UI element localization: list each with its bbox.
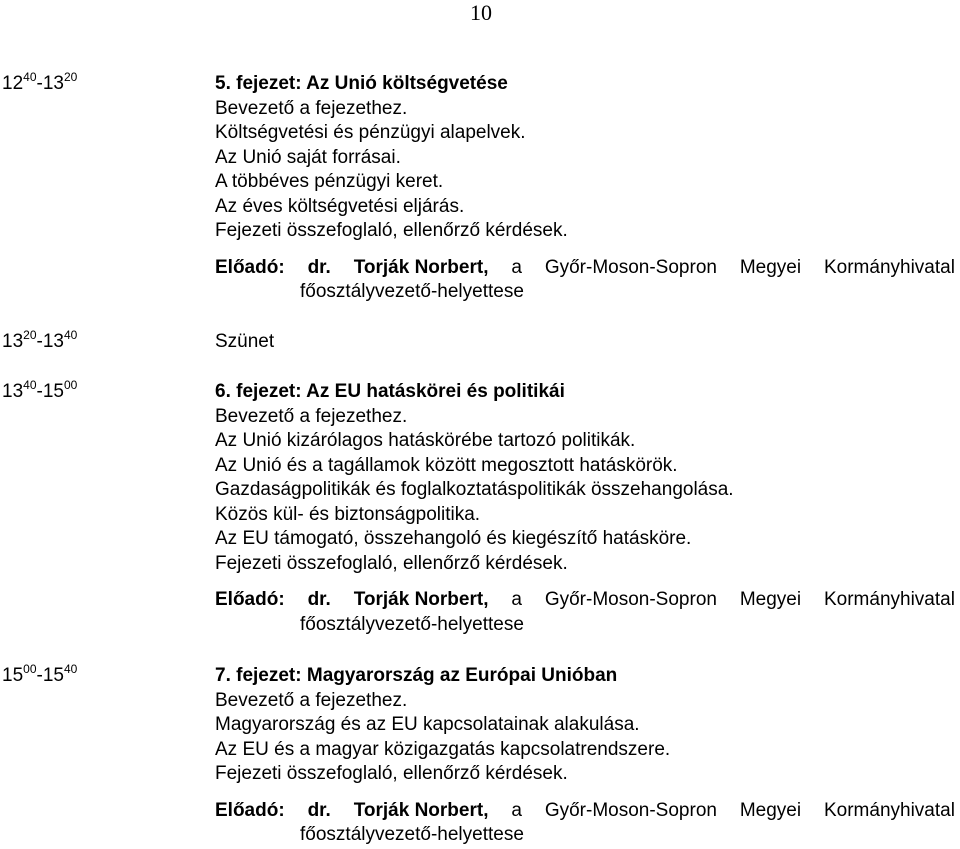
- end-minute: 00: [63, 378, 78, 392]
- lecturer-word: Kormányhivatal: [823, 799, 955, 821]
- lecturer-word: Megyei: [739, 799, 802, 821]
- session-time: $15^{00}-15^{40}$: [2, 662, 78, 686]
- lecturer-word: a: [511, 256, 522, 278]
- session-item: Az Unió és a tagállamok között megosztott hatáskörök.: [215, 454, 678, 476]
- lecturer-word: Győr-Moson-Sopron: [544, 589, 717, 610]
- lecturer: [215, 588, 955, 637]
- session-item: Gazdaságpolitikák és foglalkoztatáspolitikák összehangolása.: [215, 479, 734, 500]
- start-minute: 00: [23, 662, 37, 676]
- session-time: $12^{40}-13^{20}$: [2, 70, 78, 94]
- lecturer-label: Előadó:: [215, 589, 285, 610]
- session-item: Fejezeti összefoglaló, ellenőrző kérdések.: [215, 763, 568, 784]
- start-minute: 40: [23, 70, 37, 84]
- lecturer-word: a: [511, 799, 522, 821]
- lecturer-title: dr.: [307, 589, 331, 610]
- end-minute: 40: [63, 328, 78, 342]
- start-hour: 13: [2, 331, 24, 352]
- session-item: Bevezető a fejezethez.: [215, 689, 408, 711]
- session-item: Az EU és a magyar közigazgatás kapcsolatrendszere.: [215, 738, 671, 760]
- lecturer-role: főosztályvezető-helyettese: [300, 613, 524, 635]
- end-hour: 15: [42, 665, 64, 686]
- session-item: Az EU támogató, összehangoló és kiegészítő hatásköre.: [215, 528, 692, 549]
- session-time: $13^{20}-13^{40}$: [2, 328, 78, 352]
- end-hour: 15: [42, 381, 64, 402]
- session-block: [215, 664, 955, 848]
- lecturer-word: Kormányhivatal: [823, 256, 955, 278]
- start-hour: 13: [2, 381, 24, 402]
- lecturer-name: Torják Norbert,: [353, 256, 489, 278]
- session-item: Költségvetési és pénzügyi alapelvek.: [215, 122, 526, 143]
- session-item: Közös kül- és biztonságpolitika.: [215, 503, 481, 525]
- session-title: 7. fejezet: Magyarország az Európai Unióban: [215, 665, 618, 686]
- lecturer-word: Megyei: [739, 256, 802, 278]
- lecturer-role: főosztályvezető-helyettese: [300, 281, 524, 302]
- start-hour: 12: [2, 73, 24, 94]
- lecturer-title: dr.: [307, 256, 331, 278]
- start-minute: 20: [23, 328, 37, 342]
- session-title: 6. fejezet: Az EU hatáskörei és politikái: [215, 381, 565, 402]
- session-block: [215, 380, 955, 637]
- session-item: Az Unió saját forrásai.: [215, 146, 401, 168]
- session-time: $13^{40}-15^{00}$: [2, 378, 78, 402]
- session-item: Bevezető a fejezethez.: [215, 405, 408, 427]
- session-item: Fejezeti összefoglaló, ellenőrző kérdések.: [215, 220, 568, 241]
- lecturer-word: Győr-Moson-Sopron: [544, 799, 717, 821]
- lecturer-label: Előadó:: [215, 799, 285, 821]
- page-number: 10: [470, 0, 492, 25]
- lecturer-word: Megyei: [739, 589, 802, 610]
- lecturer-title: dr.: [307, 799, 331, 821]
- lecturer-word: Kormányhivatal: [823, 589, 955, 610]
- lecturer: [215, 256, 955, 305]
- end-minute: 20: [63, 70, 78, 84]
- session-item: Bevezető a fejezethez.: [215, 97, 408, 119]
- end-minute: 40: [63, 662, 78, 676]
- lecturer-word: a: [511, 589, 522, 610]
- lecturer-name: Torják Norbert,: [353, 589, 489, 610]
- session-item: Az éves költségvetési eljárás.: [215, 195, 465, 217]
- start-minute: 40: [23, 378, 37, 392]
- session-item: Magyarország és az EU kapcsolatainak alakulása.: [215, 714, 640, 735]
- lecturer-label: Előadó:: [215, 256, 285, 278]
- lecturer-role: főosztályvezető-helyettese: [300, 824, 524, 845]
- break-title: Szünet: [215, 331, 275, 352]
- session-item: A többéves pénzügyi keret.: [215, 171, 444, 192]
- start-hour: 15: [2, 665, 24, 686]
- session-title: 5. fejezet: Az Unió költségvetése: [215, 73, 508, 94]
- session-block: [215, 330, 955, 355]
- end-hour: 13: [42, 331, 64, 352]
- session-block: [215, 72, 955, 305]
- lecturer: [215, 799, 955, 848]
- lecturer-word: Győr-Moson-Sopron: [544, 256, 717, 278]
- session-item: Az Unió kizárólagos hatáskörébe tartozó politikák.: [215, 430, 636, 451]
- session-item: Fejezeti összefoglaló, ellenőrző kérdések.: [215, 552, 568, 574]
- lecturer-name: Torják Norbert,: [353, 799, 489, 821]
- end-hour: 13: [42, 73, 64, 94]
